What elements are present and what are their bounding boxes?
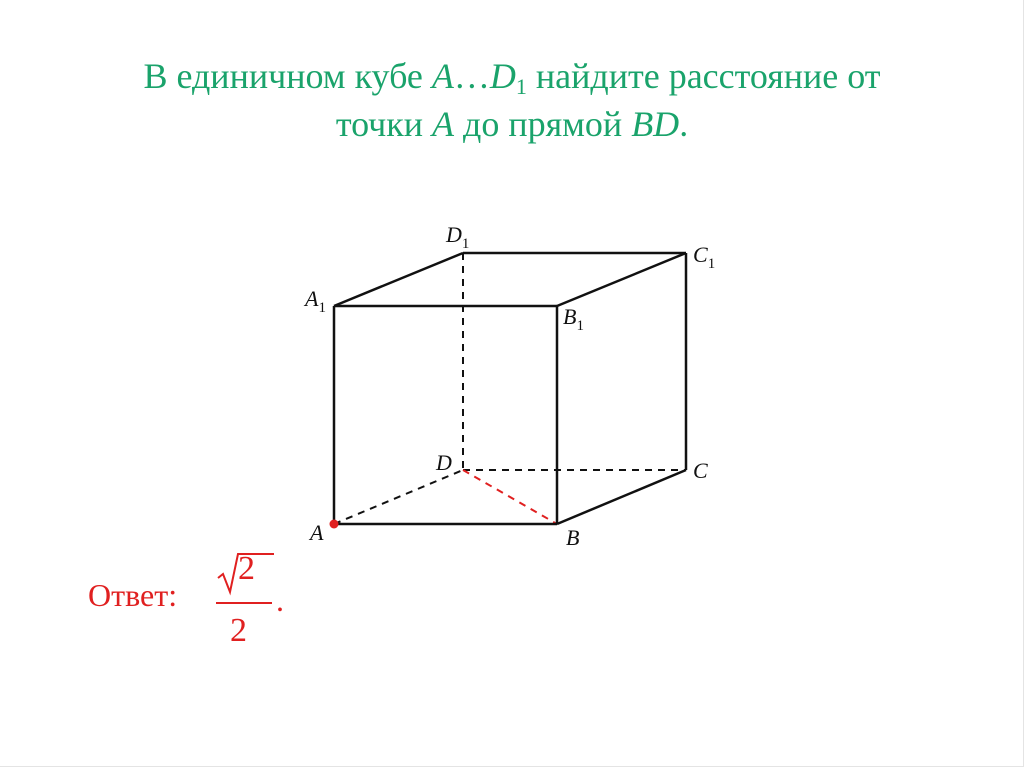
label-a: A	[310, 520, 324, 545]
problem-text: точки	[335, 104, 432, 144]
point-a-marker	[330, 520, 339, 529]
answer-block	[88, 548, 348, 658]
ellipsis: …	[453, 56, 490, 96]
numerator-value: 2	[238, 550, 255, 587]
problem-text: В единичном кубе	[143, 56, 432, 96]
edge-bc	[557, 470, 686, 524]
label-c: C	[693, 458, 708, 483]
problem-text: .	[679, 104, 689, 144]
subscript: 1	[515, 74, 527, 99]
denominator-value: 2	[230, 612, 247, 649]
problem-title	[0, 52, 1024, 148]
answer-period: .	[276, 582, 284, 618]
segment-bd-highlight	[463, 470, 557, 524]
answer-label: Ответ:	[88, 577, 178, 613]
point-a-symbol: A	[432, 104, 454, 144]
point-a-symbol: A	[431, 56, 454, 96]
label-a1: $A_1$	[305, 286, 326, 316]
line-bd-symbol: BD	[631, 104, 680, 144]
problem-text: найдите расстояние от	[526, 56, 881, 96]
problem-line-2	[0, 100, 1024, 148]
problem-text: до прямой	[454, 104, 632, 144]
label-b1: $B_1$	[563, 304, 584, 334]
label-b: B	[566, 525, 580, 550]
problem-line-1	[0, 52, 1024, 100]
edge-a1d1	[334, 253, 463, 306]
point-d-symbol: D	[489, 56, 516, 96]
fraction-bar	[216, 602, 272, 604]
label-d: D	[436, 450, 452, 475]
label-c1: $C_1$	[693, 242, 716, 272]
answer-fraction	[212, 548, 278, 656]
cube-diagram	[290, 210, 750, 560]
edge-b1c1	[557, 253, 686, 306]
label-d1: $D_1$	[446, 222, 470, 252]
fraction-numerator	[212, 548, 278, 598]
edge-ad-hidden	[334, 470, 463, 524]
